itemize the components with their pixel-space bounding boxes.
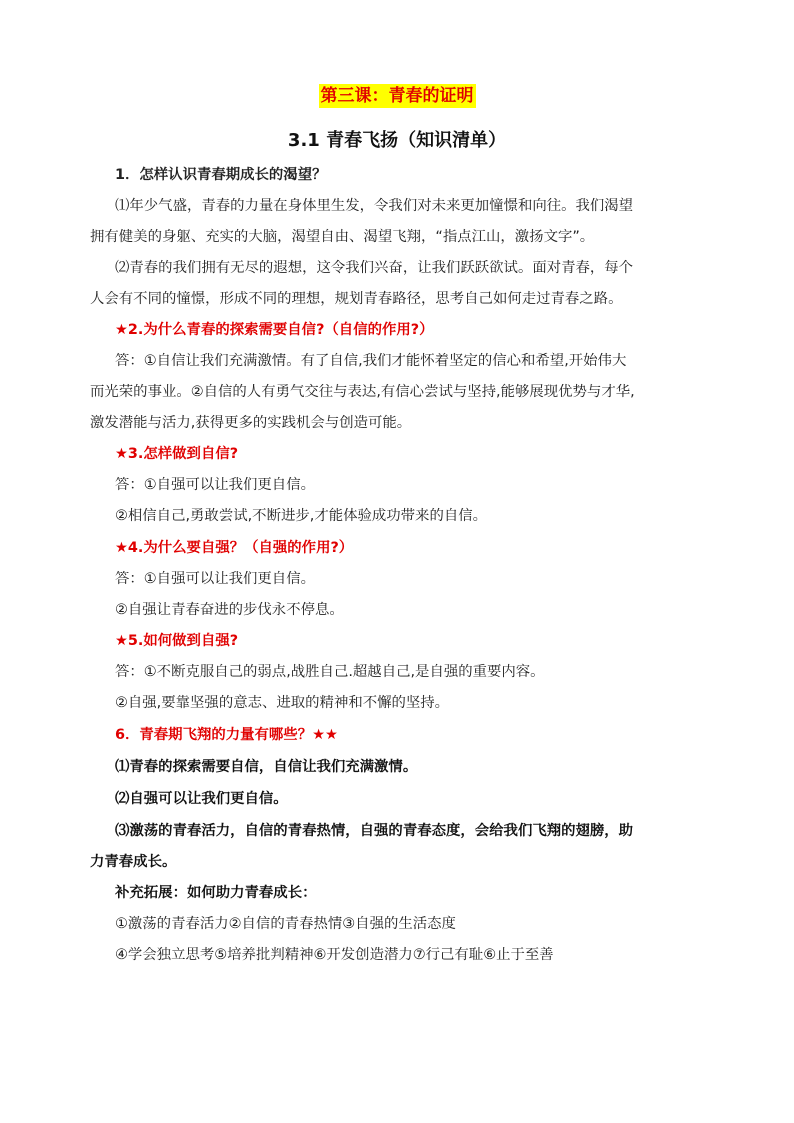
lesson-title: 第三课：青春的证明 xyxy=(320,86,474,106)
q6-answer-line2: ⑵自强可以让我们更自信。 xyxy=(115,791,288,807)
q2-answer-line2: 而光荣的事业。②自信的人有勇气交往与表达,有信心尝试与坚持,能够展现优势与才华, xyxy=(90,384,635,400)
extension-line2: ④学会独立思考⑤培养批判精神⑥开发创造潜力⑦行己有耻⑥止于至善 xyxy=(115,947,554,963)
q1-p2-line2: 人会有不同的憧憬，形成不同的理想，规划青春路径，思考自己如何走过青春之路。 xyxy=(90,291,623,307)
q3-heading: ★3.怎样做到自信? xyxy=(115,446,239,462)
extension-heading: 补充拓展：如何助力青春成长： xyxy=(115,885,317,901)
q1-p2-line1: ⑵青春的我们拥有无尽的遐想，这令我们兴奋，让我们跃跃欲试。面对青春，每个 xyxy=(115,260,634,276)
section-subtitle: 3.1 青春飞扬（知识清单） xyxy=(287,130,507,151)
q5-answer-line1: 答：①不断克服自己的弱点,战胜自己.超越自己,是自强的重要内容。 xyxy=(115,664,545,680)
q4-answer-line1: 答：①自强可以让我们更自信。 xyxy=(115,571,315,587)
q1-p1-line1: ⑴年少气盛，青春的力量在身体里生发，令我们对未来更加憧憬和向往。我们渴望 xyxy=(115,198,634,214)
q6-heading: 6．青春期飞翔的力量有哪些？★★ xyxy=(115,727,338,743)
q5-heading: ★5.如何做到自强? xyxy=(115,633,239,649)
q6-answer-line1: ⑴青春的探索需要自信，自信让我们充满激情。 xyxy=(115,759,418,775)
q1-p1-line2: 拥有健美的身躯、充实的大脑，渴望自由、渴望飞翔，“指点江山，激扬文字”。 xyxy=(90,229,595,245)
q6-answer-line4: 力青春成长。 xyxy=(90,854,177,870)
q4-answer-line2: ②自强让青春奋进的步伐永不停息。 xyxy=(115,602,344,618)
q2-answer-line1: 答：①自信让我们充满激情。有了自信,我们才能怀着坚定的信心和希望,开始伟大 xyxy=(115,353,627,369)
q2-answer-line3: 激发潜能与活力,获得更多的实践机会与创造可能。 xyxy=(90,415,412,431)
lesson-title-wrap xyxy=(0,84,794,108)
q3-answer-line2: ②相信自己,勇敢尝试,不断进步,才能体验成功带来的自信。 xyxy=(115,508,488,524)
q5-answer-line2: ②自强,要靠坚强的意志、进取的精神和不懈的坚持。 xyxy=(115,695,450,711)
q3-answer-line1: 答：①自强可以让我们更自信。 xyxy=(115,477,315,493)
q6-answer-line3: ⑶激荡的青春活力，自信的青春热情，自强的青春态度，会给我们飞翔的翅膀，助 xyxy=(115,823,634,839)
q1-heading: 1．怎样认识青春期成长的渴望？ xyxy=(115,167,327,183)
q2-heading: ★2.为什么青春的探索需要自信?（自信的作用?） xyxy=(115,322,434,338)
q4-heading: ★4.为什么要自强？（自强的作用?） xyxy=(115,540,354,556)
extension-line1: ①激荡的青春活力②自信的青春热情③自强的生活态度 xyxy=(115,916,456,932)
